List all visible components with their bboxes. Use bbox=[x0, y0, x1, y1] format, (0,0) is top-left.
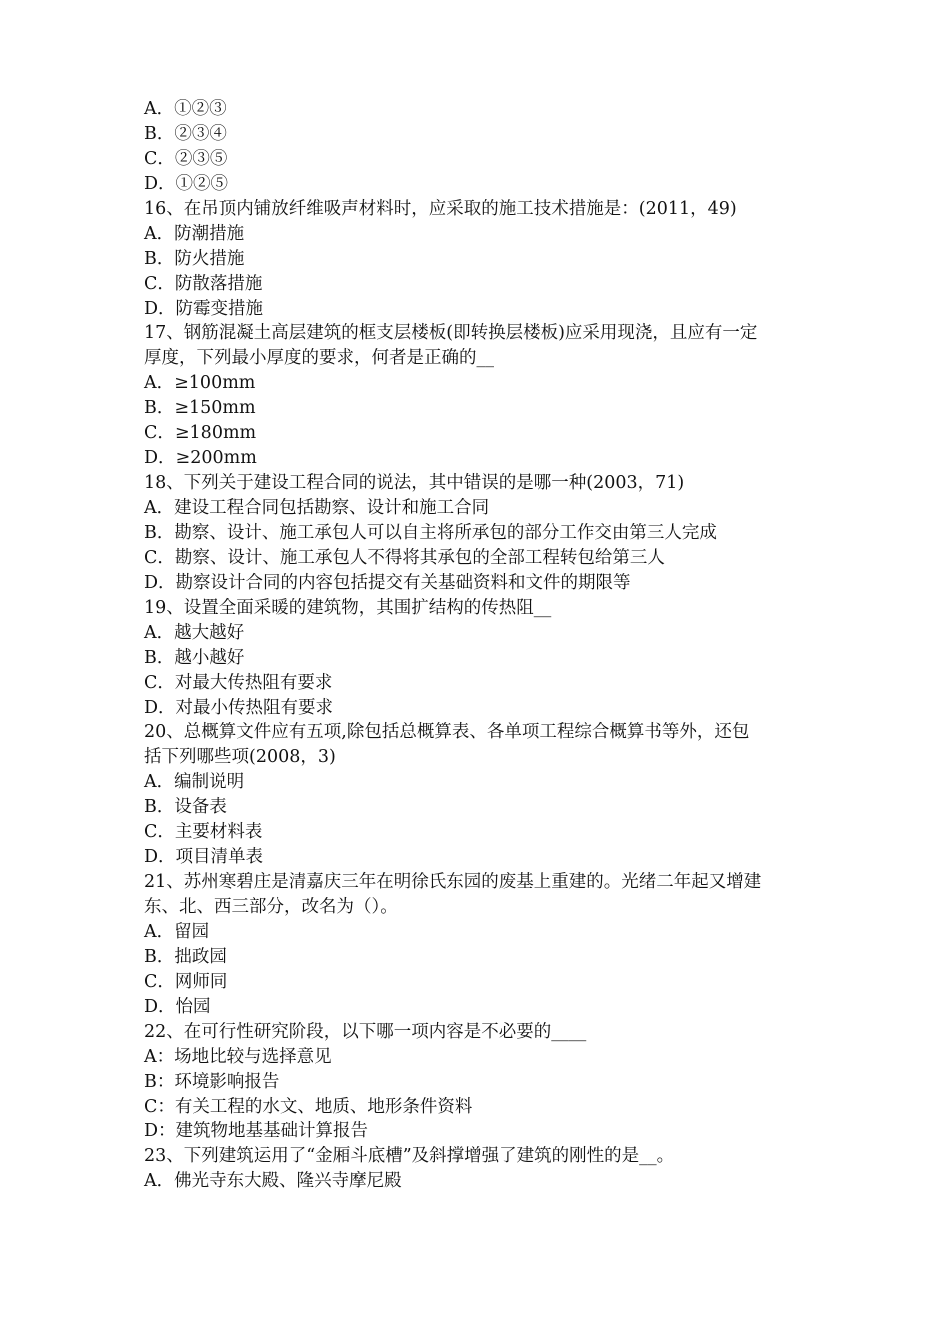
question-17-cont: 厚度，下列最小厚度的要求，何者是正确的__ bbox=[144, 348, 494, 369]
option-line: A．≥100mm bbox=[144, 373, 256, 394]
option-line: A．防潮措施 bbox=[144, 223, 245, 244]
option-line: C：有关工程的水文、地质、地形条件资料 bbox=[144, 1096, 473, 1117]
option-line: C．勘察、设计、施工承包人不得将其承包的全部工程转包给第三人 bbox=[144, 547, 665, 568]
option-line: D：建筑物地基基础计算报告 bbox=[144, 1121, 369, 1142]
option-line: C．对最大传热阻有要求 bbox=[144, 672, 333, 693]
option-line: D．对最小传热阻有要求 bbox=[144, 697, 334, 718]
option-line: C．≥180mm bbox=[144, 423, 257, 444]
option-line: D．勘察设计合同的内容包括提交有关基础资料和文件的期限等 bbox=[144, 572, 631, 593]
question-21-cont: 东、北、西三部分，改名为（）。 bbox=[144, 897, 398, 917]
option-line: C．②③⑤ bbox=[144, 148, 228, 169]
option-line: A：场地比较与选择意见 bbox=[144, 1046, 332, 1067]
question-22: 22、在可行性研究阶段，以下哪一项内容是不必要的____ bbox=[144, 1021, 587, 1042]
option-line: B．≥150mm bbox=[144, 398, 256, 419]
option-line: C．主要材料表 bbox=[144, 822, 263, 843]
option-line: B．②③④ bbox=[144, 123, 227, 144]
question-21: 21、苏州寒碧庄是清嘉庆三年在明徐氏东园的废基上重建的。光绪二年起又增建 bbox=[144, 872, 762, 893]
option-line: D．①②⑤ bbox=[144, 173, 229, 194]
option-line: B．勘察、设计、施工承包人可以自主将所承包的部分工作交由第三人完成 bbox=[144, 522, 717, 543]
question-16: 16、在吊顶内铺放纤维吸声材料时，应采取的施工技术措施是：(2011，49) bbox=[144, 198, 737, 219]
option-line: A．编制说明 bbox=[144, 772, 245, 793]
option-line: B．拙政园 bbox=[144, 946, 227, 967]
option-line: A．建设工程合同包括勘察、设计和施工合同 bbox=[144, 498, 490, 518]
option-line: D．项目清单表 bbox=[144, 847, 264, 868]
option-line: D．≥200mm bbox=[144, 448, 257, 469]
option-line: A．①②③ bbox=[144, 99, 227, 119]
option-line: A．佛光寺东大殿、隆兴寺摩尼殿 bbox=[144, 1171, 402, 1192]
question-20: 20、总概算文件应有五项,除包括总概算表、各单项工程综合概算书等外，还包 bbox=[144, 722, 750, 743]
document-page bbox=[144, 97, 814, 1194]
option-line: B．设备表 bbox=[144, 797, 227, 818]
option-line: A．留园 bbox=[144, 921, 210, 942]
option-line: C．防散落措施 bbox=[144, 273, 263, 294]
question-19: 19、设置全面采暖的建筑物，其围扩结构的传热阻__ bbox=[144, 597, 552, 618]
option-line: B．防火措施 bbox=[144, 248, 245, 269]
option-line: C．网师同 bbox=[144, 971, 228, 992]
option-line: D．怡园 bbox=[144, 996, 211, 1017]
option-line: D．防霉变措施 bbox=[144, 298, 264, 319]
question-20-cont: 括下列哪些项(2008，3) bbox=[144, 747, 336, 768]
option-line: B．越小越好 bbox=[144, 647, 245, 668]
option-line: B：环境影响报告 bbox=[144, 1071, 280, 1092]
question-18: 18、下列关于建设工程合同的说法，其中错误的是哪一种(2003，71) bbox=[144, 473, 685, 494]
question-23: 23、下列建筑运用了“金厢斗底槽”及斜撑增强了建筑的刚性的是__。 bbox=[144, 1146, 675, 1167]
option-line: A．越大越好 bbox=[144, 622, 245, 643]
question-17: 17、钢筋混凝土高层建筑的框支层楼板(即转换层楼板)应采用现浇，且应有一定 bbox=[144, 323, 758, 344]
